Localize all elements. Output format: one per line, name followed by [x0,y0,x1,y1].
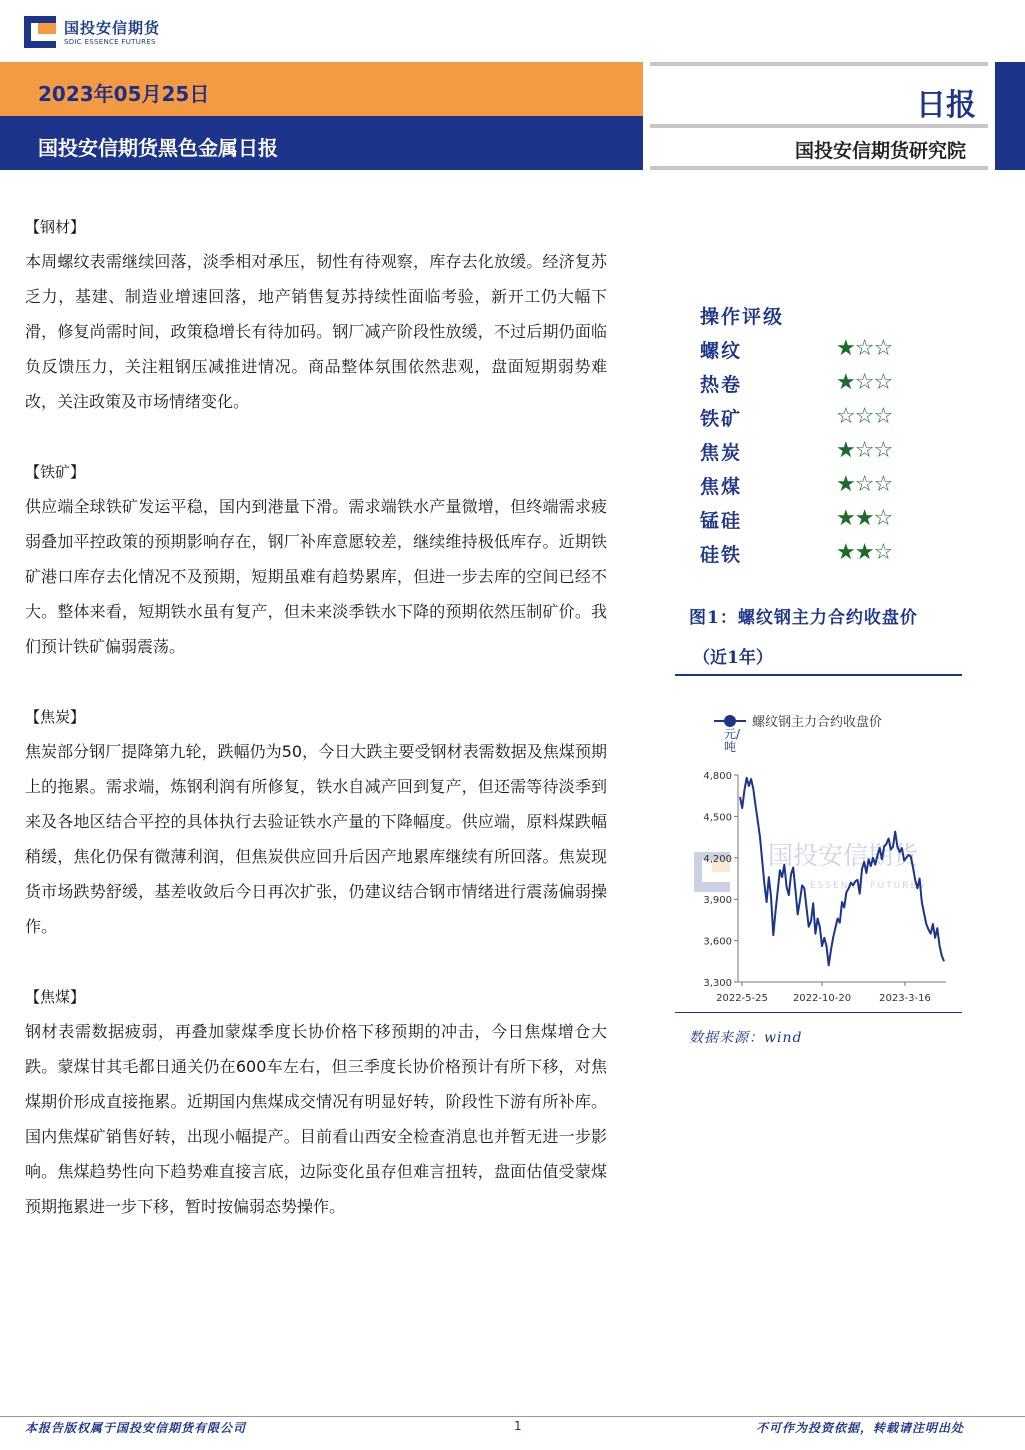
x-tick-label: 2023-3-16 [879,993,931,1004]
rating-stars: ★★☆ [836,506,893,531]
rating-name: 锰硅 [700,510,743,532]
rating-row-coking-coal [700,472,910,498]
rating-stars: ☆☆☆ [836,404,893,429]
y-tick-label: 4,500 [703,812,732,824]
watermark-cn: 国投安信期货 [768,841,919,870]
section-text-coking-coal: 钢材表需数据疲弱，再叠加蒙煤季度长协价格下移预期的冲击，今日焦煤增仓大跌。蒙煤甘其毛都日通关仍在600车左右，但三季度长协价格预计有所下移，对焦煤期价形成直接拖累。近期国内焦煤成交情况有明显好转，阶段性下游有所补库。国内焦煤矿销售好转，出现小幅提产。目前看山西安全检查消息也并暂无进一步影响。焦煤趋势性向下趋势难直接言底，边际变化虽存但难言扭转，盘面估值受蒙煤预期拖累进一步下移，暂时按偏弱态势操作。 [25,1022,607,1216]
footer-divider [0,1416,1025,1417]
rating-name: 硅铁 [700,544,743,566]
logo-text-en: SDIC ESSENCE FUTURES [64,38,156,46]
y-tick-label: 3,300 [703,978,732,989]
rating-name: 螺纹 [700,340,743,362]
rating-row-silicomanganese [700,506,910,532]
y-tick-label: 4,800 [703,771,732,782]
report-date: 2023年05月25日 [38,82,210,106]
rating-name: 焦炭 [700,442,743,464]
rating-name: 焦煤 [700,476,743,498]
logo-text-cn: 国投安信期货 [64,19,161,37]
rating-stars: ★☆☆ [836,336,893,361]
rating-row-ferrosilicon [700,540,910,566]
header-divider-mid [650,124,988,128]
x-tick-label: 2022-10-20 [792,993,852,1004]
y-unit-label: 元/ 吨 [724,727,741,754]
rating-row-iron-ore [700,404,910,430]
header-divider-top [650,62,988,66]
series-line [740,778,944,966]
section-head-coke: 【焦炭】 [25,708,86,726]
y-tick-label: 4,200 [703,853,732,865]
figure-subtitle: （近1年） [693,648,773,668]
price-chart [676,700,962,1012]
page-number: 1 [514,1419,522,1433]
section-text-iron-ore: 供应端全球铁矿发运平稳，国内到港量下滑。需求端铁水产量微增，但终端需求疲弱叠加平控政策的预期影响存在，钢厂补库意愿较差，继续维持极低库存。近期铁矿港口库存去化情况不及预期，短期虽难有趋势累库，但进一步去库的空间已经不大。整体来看，短期铁水虽有复产，但未来淡季铁水下降的预期依然压制矿价。我们预计铁矿偏弱震荡。 [25,497,607,656]
watermark-en: ESSENCE FUTURES [810,881,926,891]
report-title: 国投安信期货黑色金属日报 [38,136,278,160]
figure-title: 图1：螺纹钢主力合约收盘价 [689,608,918,628]
section-text-coke: 焦炭部分钢厂提降第九轮，跌幅仍为50，今日大跌主要受钢材表需数据及焦煤预期上的拖累。需求端，炼钢利润有所修复，铁水自减产回到复产，但还需等待淡季到来及各地区结合平控的具体执行去验证铁水产量的下降幅度。供应端，原料煤跌幅稍缓，焦化仍保有微薄利润，但焦炭供应回升后因产地累库继续有所回落。焦炭现货市场跌势舒缓，基差收敛后今日再次扩张，仍建议结合钢市情绪进行震荡偏弱操作。 [25,742,607,936]
y-tick-label: 3,600 [703,936,732,948]
legend-label: 螺纹钢主力合约收盘价 [752,715,883,730]
rating-stars: ★☆☆ [836,472,893,497]
rating-name: 铁矿 [700,408,743,430]
institute-name: 国投安信期货研究院 [795,140,967,162]
rating-row-hot-coil [700,370,910,396]
section-head-steel: 【钢材】 [25,218,86,236]
logo-icon [24,16,56,48]
section-head-coking-coal: 【焦煤】 [25,988,86,1006]
rating-stars: ★☆☆ [836,438,893,463]
rating-row-coke [700,438,910,464]
y-tick-label: 3,900 [703,895,732,907]
rating-stars: ★☆☆ [836,370,893,395]
footer-copyright: 本报告版权属于国投安信期货有限公司 [25,1421,247,1435]
rating-row-rebar [700,336,910,362]
rating-title: 操作评级 [700,306,785,328]
rating-name: 热卷 [700,374,743,396]
header-accent-block [995,62,1025,170]
legend-marker [724,715,736,727]
rating-stars: ★★☆ [836,540,893,565]
section-text-steel: 本周螺纹表需继续回落，淡季相对承压，韧性有待观察，库存去化放缓。经济复苏乏力，基建、制造业增速回落，地产销售复苏持续性面临考验，新开工仍大幅下滑，修复尚需时间，政策稳增长有待加码。钢厂减产阶段性放缓，不过后期仍面临负反馈压力，关注粗钢压减推进情况。商品整体氛围依然悲观，盘面短期弱势难改，关注政策及市场情绪变化。 [25,252,607,411]
figure-top-rule [675,674,962,676]
data-source: 数据来源：wind [689,1030,803,1046]
x-tick-label: 2022-5-25 [716,993,768,1004]
header-divider-bottom [650,166,988,170]
footer-disclaimer: 不可作为投资依据，转载请注明出处 [756,1421,965,1435]
section-head-iron-ore: 【铁矿】 [25,463,86,481]
daily-label: 日报 [916,88,976,123]
figure-bottom-rule [675,1012,962,1013]
